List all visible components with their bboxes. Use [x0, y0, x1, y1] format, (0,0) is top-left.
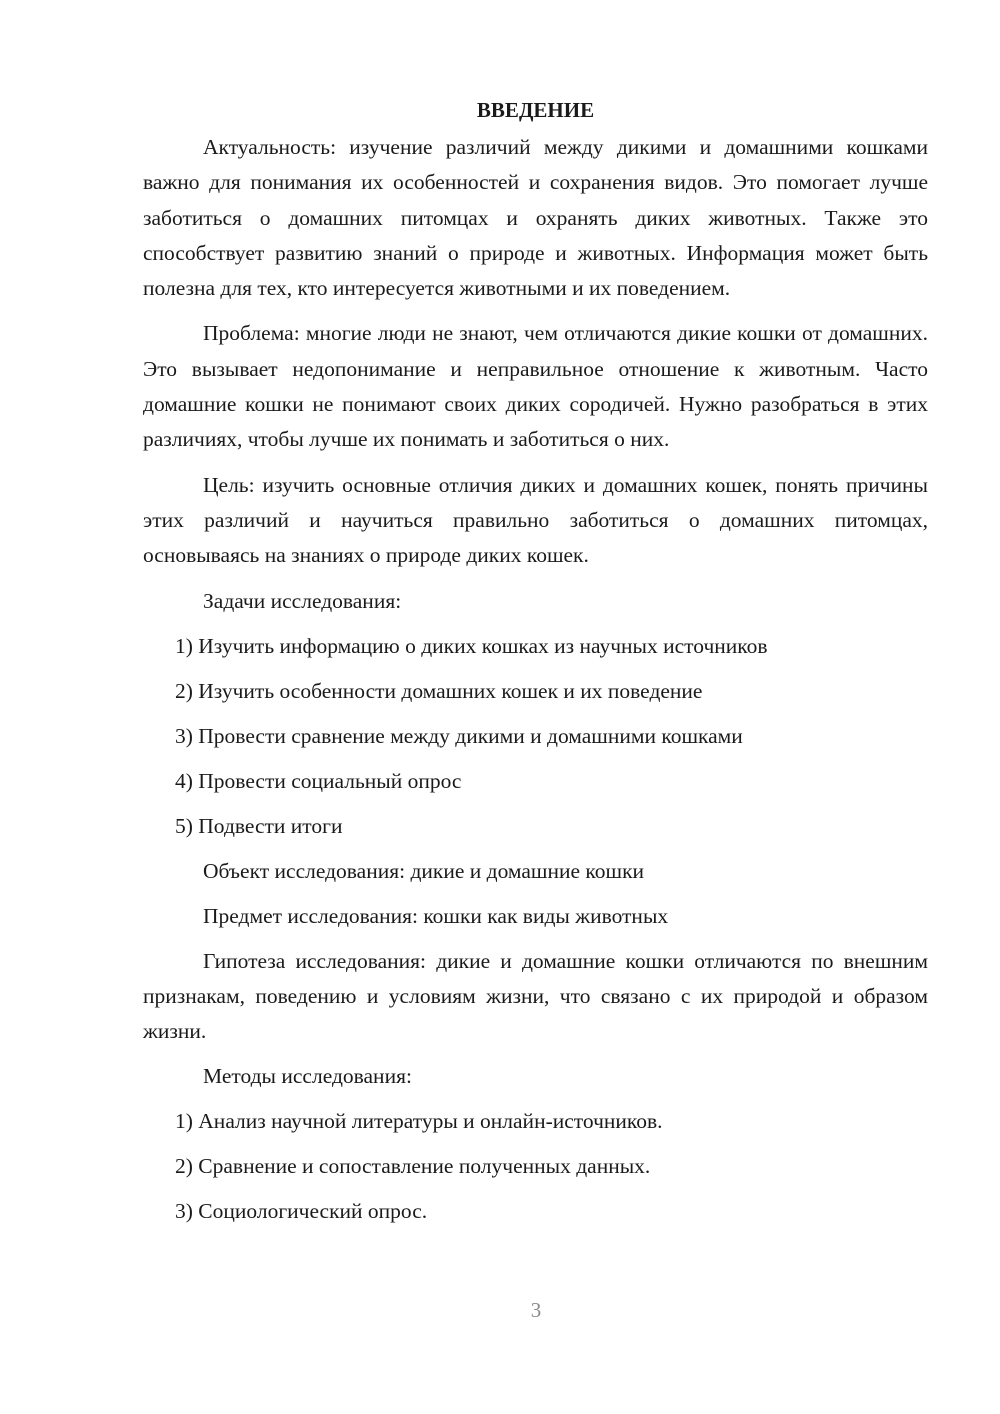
- method-item: 1) Анализ научной литературы и онлайн-источников.: [175, 1109, 663, 1134]
- task-item: 1) Изучить информацию о диких кошках из научных источников: [175, 633, 768, 658]
- task-item: 3) Провести сравнение между дикими и домашними кошками: [175, 723, 743, 748]
- relevance-paragraph: Актуальность: изучение различий между дикими и домашними кошками важно для понимания их особенностей и сохранения видов. Это помогает лучше заботиться о домашних питомцах и охранять диких животных. Также это способствует развитию знаний о природе и животных. Информация может быть полезна для тех, кто интересуется животными и их поведением.: [143, 135, 928, 301]
- task-item: 5) Подвести итоги: [175, 813, 343, 838]
- section-title: ВВЕДЕНИЕ: [476, 98, 595, 122]
- page-number: 3: [530, 1298, 542, 1322]
- methods-list: [143, 1104, 928, 1229]
- method-item: 3) Социологический опрос.: [175, 1199, 428, 1224]
- task-item: 4) Провести социальный опрос: [175, 768, 462, 793]
- research-object: Объект исследования: дикие и домашние кошки: [203, 858, 645, 883]
- method-item: 2) Сравнение и сопоставление полученных данных.: [175, 1154, 651, 1179]
- task-item: 2) Изучить особенности домашних кошек и их поведение: [175, 678, 703, 703]
- goal-paragraph: Цель: изучить основные отличия диких и домашних кошек, понять причины этих различий и научиться правильно заботиться о домашних питомцах, основываясь на знаниях о природе диких кошек.: [143, 472, 928, 568]
- page-content: [143, 96, 928, 1239]
- problem-paragraph: Проблема: многие люди не знают, чем отличаются дикие кошки от домашних. Это вызывает недопонимание и неправильное отношение к животным. Часто домашние кошки не понимают своих диких сородичей. Нужно разобраться в этих различиях, чтобы лучше их понимать и заботиться о них.: [143, 321, 928, 452]
- methods-heading: Методы исследования:: [203, 1064, 412, 1089]
- tasks-heading: Задачи исследования:: [203, 588, 402, 613]
- tasks-list: [143, 629, 928, 844]
- hypothesis-paragraph: Гипотеза исследования: дикие и домашние кошки отличаются по внешним признакам, поведению и условиям жизни, что связано с их природой и образом жизни.: [143, 948, 928, 1044]
- research-subject: Предмет исследования: кошки как виды животных: [203, 903, 669, 928]
